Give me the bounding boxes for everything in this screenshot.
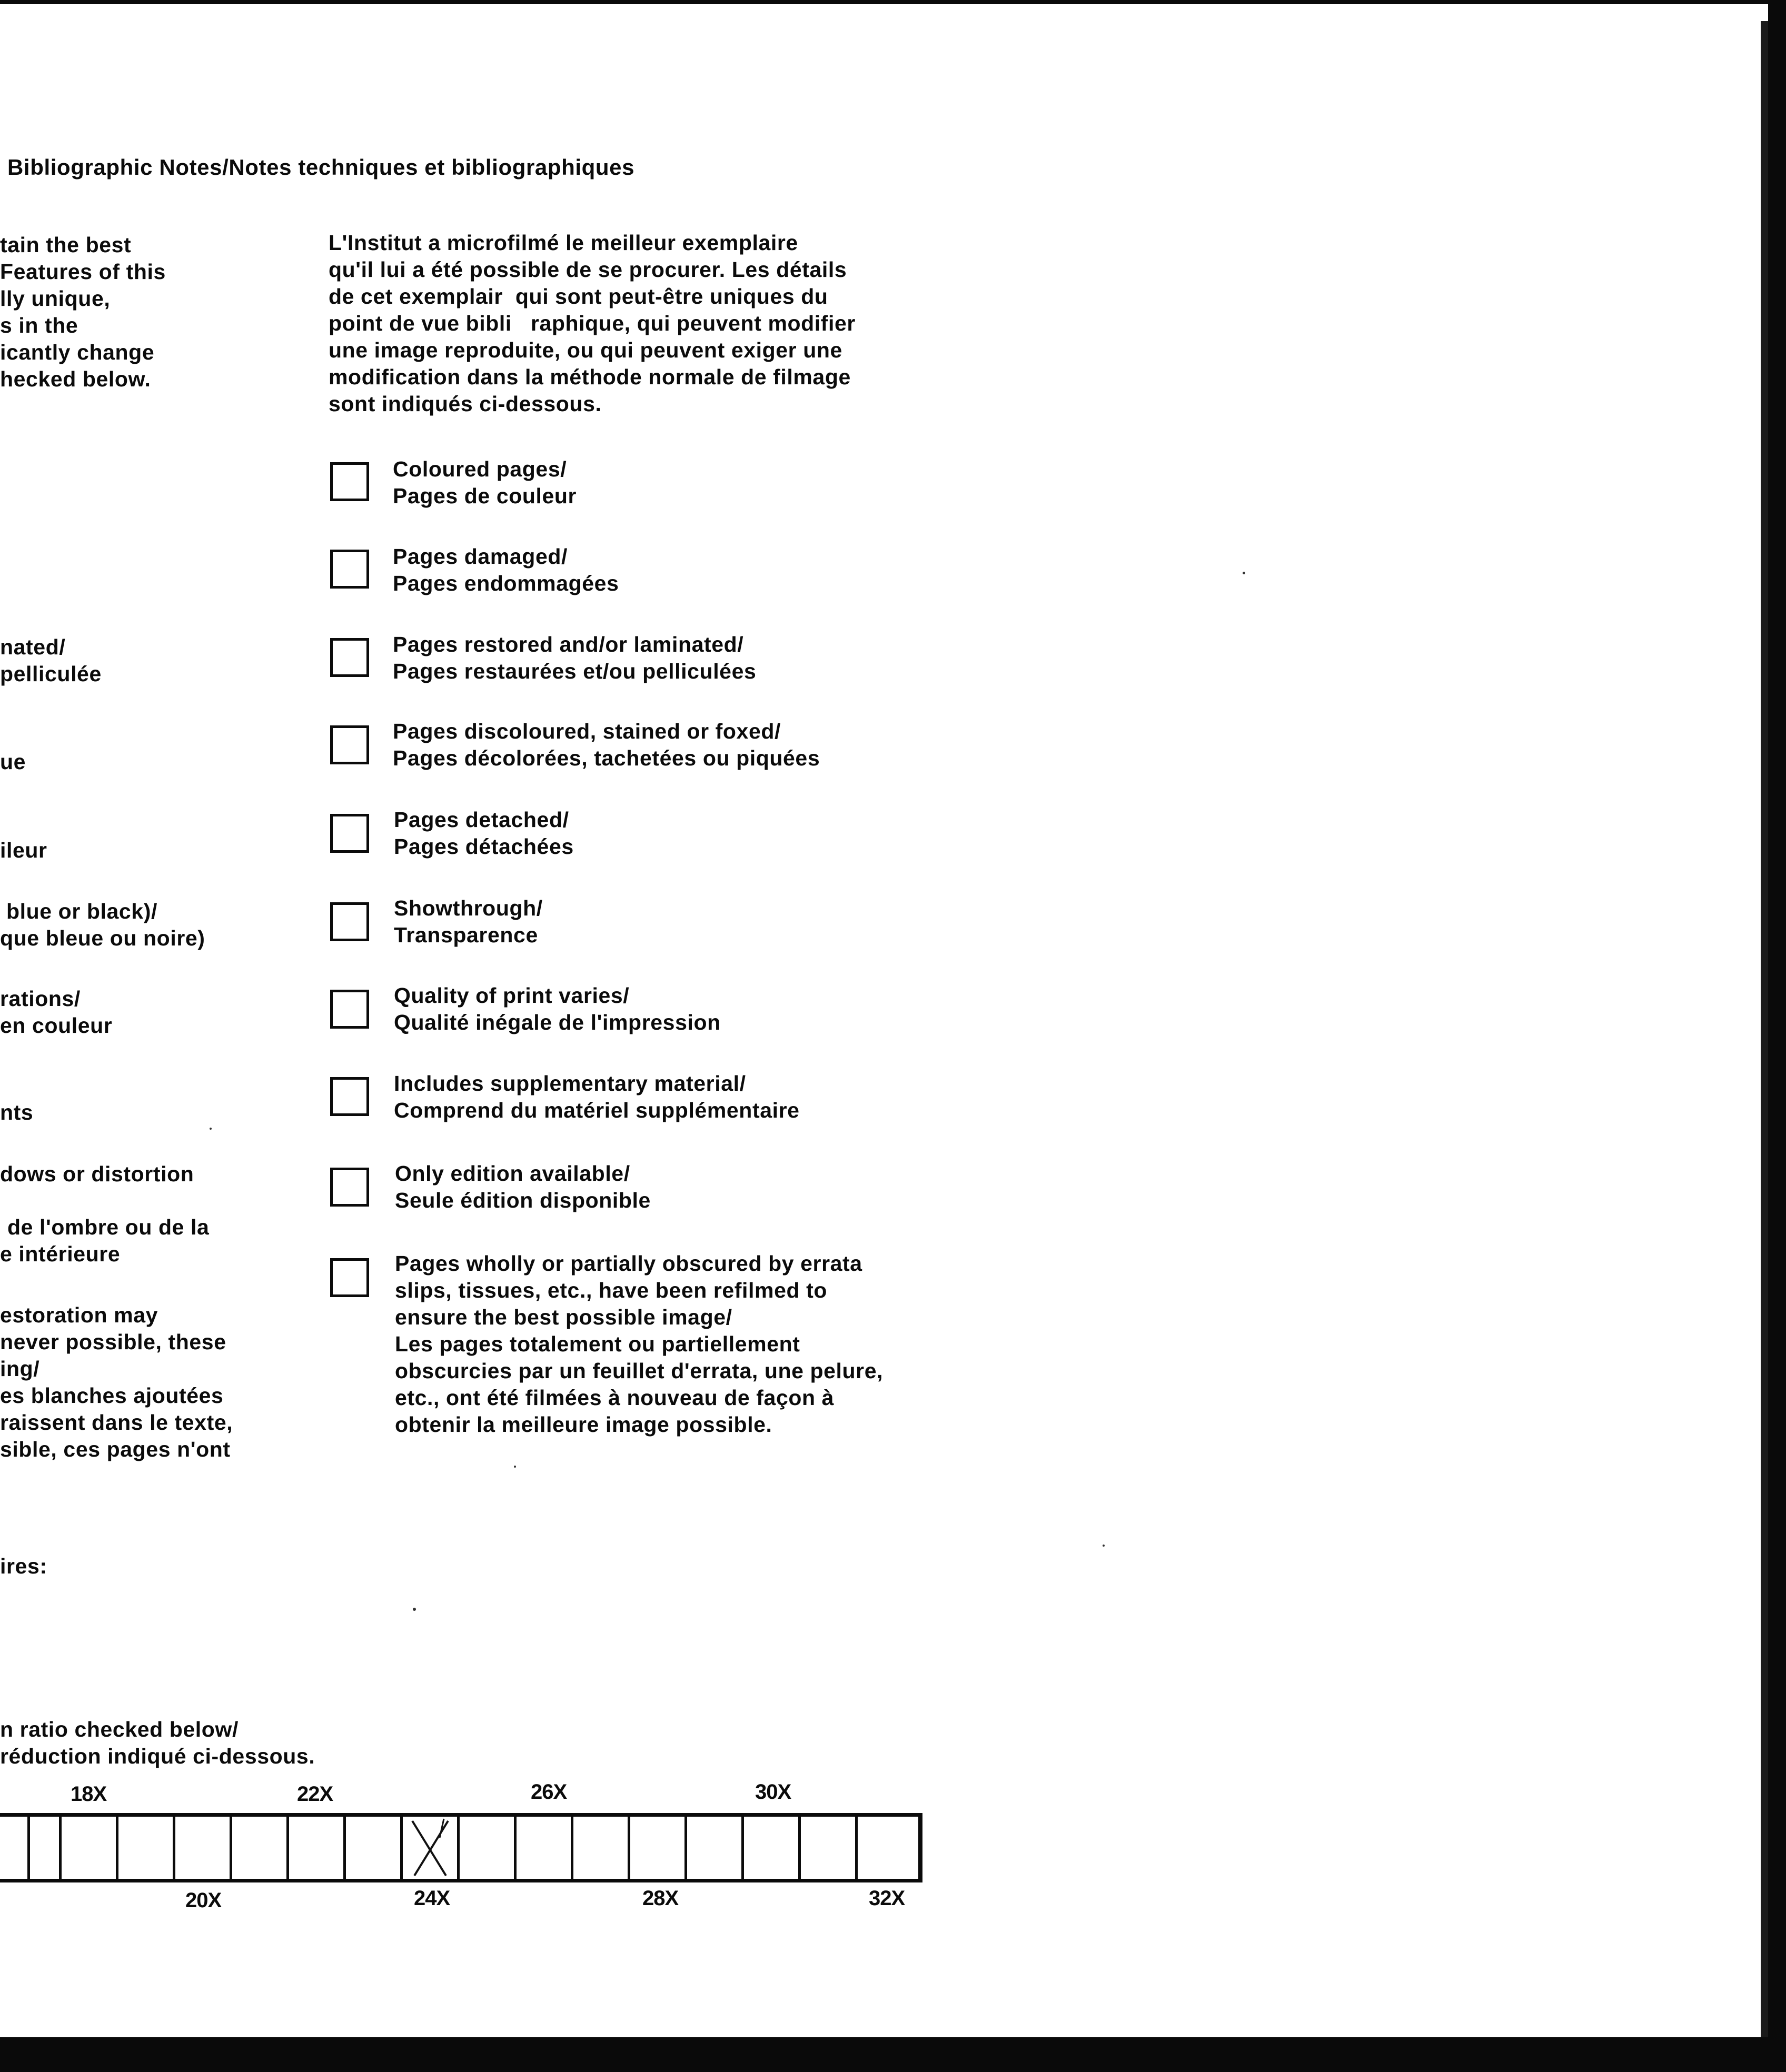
scan-speck	[210, 1128, 212, 1130]
checkbox-pages-damaged[interactable]	[330, 550, 369, 589]
reduction-label-bottom: 28X	[642, 1887, 679, 1910]
right-intro-line: sont indiqués ci-dessous.	[329, 392, 602, 416]
reduction-cell[interactable]	[460, 1817, 517, 1879]
checklist-item-label: Pages détachées	[394, 834, 574, 859]
checkbox-pages-restored[interactable]	[330, 638, 369, 677]
checklist-item-label: Les pages totalement ou partiellement	[395, 1332, 800, 1356]
reduction-cell-checked[interactable]	[403, 1817, 460, 1879]
checklist-item-label: Pages restored and/or laminated/	[393, 632, 744, 656]
reduction-cell[interactable]	[346, 1817, 403, 1879]
checkbox-pages-obscured[interactable]	[330, 1258, 369, 1297]
checklist-item-label: Quality of print varies/	[394, 983, 630, 1008]
checklist-item-label: Pages wholly or partially obscured by errata	[395, 1251, 862, 1276]
left-intro-line: hecked below.	[0, 367, 151, 391]
checklist-item-label: obtenir la meilleure image possible.	[395, 1412, 772, 1437]
left-fragment: dows or distortion	[0, 1162, 194, 1186]
page-title: Bibliographic Notes/Notes techniques et bibliographiques	[7, 155, 635, 180]
right-intro-line: point de vue bibli raphique, qui peuvent modifier	[329, 311, 856, 335]
reduction-cell[interactable]	[801, 1817, 858, 1879]
reduction-cell[interactable]	[687, 1817, 744, 1879]
reduction-label-top: 26X	[531, 1780, 567, 1804]
left-intro-line: s in the	[0, 313, 78, 337]
left-fragment: blue or black)/	[6, 899, 157, 923]
scan-speck	[514, 1466, 516, 1468]
left-fragment: que bleue ou noire)	[0, 926, 205, 950]
reduction-cell[interactable]	[573, 1817, 630, 1879]
checkbox-supplementary-material[interactable]	[330, 1077, 369, 1116]
left-fragment: es blanches ajoutées	[0, 1383, 224, 1408]
reduction-label-bottom: 24X	[414, 1887, 450, 1910]
left-intro-line: icantly change	[0, 340, 155, 364]
reduction-cell[interactable]	[62, 1817, 118, 1879]
checklist-item-label: Pages endommagées	[393, 571, 619, 595]
checkbox-pages-discoloured[interactable]	[330, 725, 369, 764]
reduction-label-top: 30X	[755, 1780, 791, 1804]
left-fragment: never possible, these	[0, 1330, 226, 1354]
checkbox-coloured-pages[interactable]	[330, 462, 369, 501]
scan-border-bottom	[0, 2037, 1786, 2072]
left-fragment: estoration may	[0, 1303, 158, 1327]
checkbox-only-edition[interactable]	[330, 1168, 369, 1207]
checklist-item-label: slips, tissues, etc., have been refilmed to	[395, 1278, 828, 1302]
scan-speck	[1103, 1545, 1105, 1547]
checklist-item-label: Pages décolorées, tachetées ou piquées	[393, 746, 820, 770]
reduction-label-top: 18X	[71, 1782, 107, 1806]
left-fragment: nated/	[0, 635, 66, 659]
reduction-cell[interactable]	[175, 1817, 232, 1879]
checklist-item-label: Pages detached/	[394, 808, 569, 832]
reduction-label-bottom: 32X	[869, 1887, 905, 1910]
checklist-item-label: Qualité inégale de l'impression	[394, 1010, 721, 1034]
checklist-item-label: obscurcies par un feuillet d'errata, une pelure,	[395, 1359, 884, 1383]
left-fragment: pelliculée	[0, 662, 102, 686]
checkbox-showthrough[interactable]	[330, 902, 369, 941]
checklist-item-label: Only edition available/	[395, 1161, 630, 1186]
reduction-caption-line: n ratio checked below/	[0, 1717, 239, 1741]
right-intro-line: une image reproduite, ou qui peuvent exiger une	[329, 338, 842, 362]
left-fragment: ileur	[0, 838, 47, 862]
left-fragment: de l'ombre ou de la	[7, 1215, 210, 1239]
right-intro-line: qu'il lui a été possible de se procurer. Les détails	[329, 257, 847, 282]
checkbox-pages-detached[interactable]	[330, 814, 369, 853]
left-fragment: ires:	[0, 1554, 47, 1578]
left-fragment: sible, ces pages n'ont	[0, 1437, 231, 1461]
scan-border-right-inner	[1761, 21, 1768, 2053]
reduction-cell[interactable]	[630, 1817, 687, 1879]
left-fragment: en couleur	[0, 1013, 113, 1038]
left-intro-line: tain the best	[0, 233, 132, 257]
reduction-cell[interactable]	[0, 1817, 30, 1879]
checklist-item-label: Pages restaurées et/ou pelliculées	[393, 659, 757, 683]
right-intro-line: L'Institut a microfilmé le meilleur exemplaire	[329, 231, 798, 255]
reduction-cell[interactable]	[517, 1817, 573, 1879]
reduction-label-bottom: 20X	[185, 1889, 222, 1912]
scan-speck	[1243, 572, 1245, 574]
checklist-item-label: ensure the best possible image/	[395, 1305, 732, 1329]
left-intro-line: lly unique,	[0, 286, 111, 311]
left-fragment: raissent dans le texte,	[0, 1410, 233, 1435]
reduction-cell[interactable]	[232, 1817, 289, 1879]
checklist-item-label: Showthrough/	[394, 896, 543, 920]
checklist-item-label: Includes supplementary material/	[394, 1071, 746, 1095]
checkbox-quality-of-print[interactable]	[330, 990, 369, 1029]
left-fragment: e intérieure	[0, 1242, 121, 1266]
reduction-grid	[0, 1813, 922, 1882]
checklist-item-label: Pages discoloured, stained or foxed/	[393, 719, 781, 743]
scan-border-top	[0, 0, 1786, 4]
reduction-cell[interactable]	[118, 1817, 175, 1879]
checklist-item-label: Transparence	[394, 923, 538, 947]
scan-speck	[413, 1608, 416, 1611]
checklist-item-label: etc., ont été filmées à nouveau de façon à	[395, 1386, 835, 1410]
right-intro-line: de cet exemplair qui sont peut-être uniques du	[329, 284, 828, 308]
left-fragment: ue	[0, 750, 26, 774]
checklist-item-label: Pages de couleur	[393, 484, 577, 508]
reduction-cell[interactable]	[858, 1817, 915, 1879]
checklist-item-label: Coloured pages/	[393, 457, 567, 481]
checklist-item-label: Seule édition disponible	[395, 1188, 651, 1212]
left-fragment: rations/	[0, 987, 81, 1011]
reduction-label-top: 22X	[297, 1782, 333, 1806]
left-fragment: nts	[0, 1100, 34, 1124]
scan-border-right	[1768, 0, 1786, 2072]
reduction-cell[interactable]	[30, 1817, 62, 1879]
checklist-item-label: Pages damaged/	[393, 544, 568, 569]
checklist-item-label: Comprend du matériel supplémentaire	[394, 1098, 800, 1122]
reduction-cell[interactable]	[744, 1817, 801, 1879]
x-mark-icon	[403, 1817, 457, 1879]
reduction-caption-line: réduction indiqué ci-dessous.	[0, 1744, 315, 1768]
left-fragment: ing/	[0, 1357, 40, 1381]
right-intro-line: modification dans la méthode normale de filmage	[329, 365, 851, 389]
left-intro-line: Features of this	[0, 260, 166, 284]
reduction-cell[interactable]	[289, 1817, 346, 1879]
